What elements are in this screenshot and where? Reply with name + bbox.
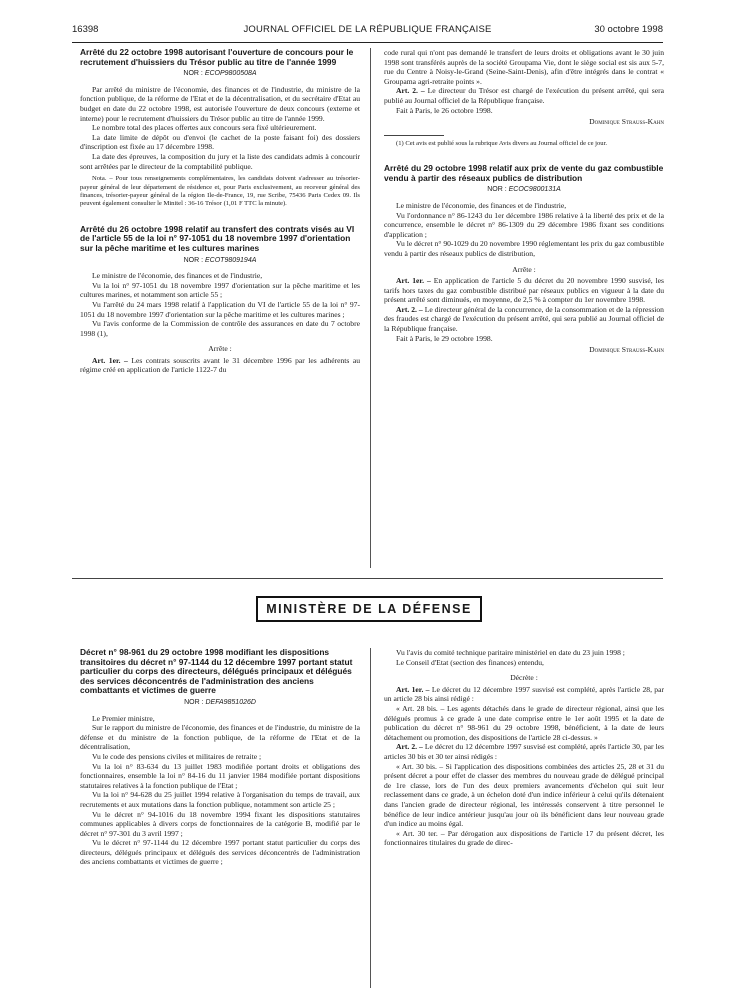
paragraph: Le nombre total des places offertes aux concours sera fixé ultérieurement. (92, 123, 317, 133)
article-title: Arrêté du 26 octobre 1998 relatif au transfert des contrats visés au VI de l'article 55 de la loi n° 97-1051 du 18 novembre 1997 d'orientation sur la pêche maritime et les cultures marines (80, 223, 355, 253)
quoted-article: « Art. 30 ter. – Par dérogation aux dispositions de l'article 17 du présent décret, les fonctionnaires titulaires du grade de direc- (384, 828, 664, 848)
paragraph: Par arrêté du ministre de l'économie, des finances et de l'industrie, du ministre de la fonction publique, de la réforme de l'Etat et de la décentralisation, et du secrétaire d'Etat au budget en date du 22 octobre 1998, est autorisée l'ouverture de deux concours (externe et interne) pour le recrutement d'huissiers du Trésor public au titre de l'année 1999. (80, 84, 360, 123)
nor-reference: NOR : ECOC9800131A (487, 186, 561, 194)
article-2: Art. 2. – Le décret du 12 décembre 1997 susvisé est complété, après l'article 30, par les articles 30 bis et 30 ter ainsi rédigés : (384, 742, 665, 761)
journal-title: JOURNAL OFFICIEL DE LA RÉPUBLIQUE FRANÇAISE (243, 24, 492, 35)
footnote: (1) Cet avis est publié sous la rubrique Avis divers au Journal officiel de ce jour. (396, 139, 608, 147)
footnote-rule (384, 135, 444, 136)
article-1: Art. 1er. – Le décret du 12 décembre 1997 susvisé est complété, après l'article 28, par un article 28 bis ainsi rédigé : (384, 684, 664, 704)
paragraph: Vu le décret n° 90-1029 du 20 novembre 1990 réglementant les prix du gaz combustible vendu à partir des réseaux publics de distribution, (384, 239, 664, 258)
paragraph: Sur le rapport du ministre de l'économie, des finances et de l'industrie, du ministre de la défense et du ministre de la fonction publique, de la réforme de l'Etat et de la décentralisation, (80, 723, 360, 752)
paragraph: Vu la loi n° 83-634 du 13 juillet 1983 modifiée portant droits et obligations des fonctionnaires, ensemble la loi n° 84-16 du 11 janvier 1984 modifiée portant dispositions statutaires relatives à la fonction publique de l'Etat ; (80, 761, 360, 790)
column-left-bottom (80, 648, 360, 867)
article-2: Art. 2. – Le directeur général de la concurrence, de la consommation et de la répression des fraudes est chargé de l'exécution du présent arrêté, qui sera publié au Journal officiel de la République française. (384, 304, 664, 334)
article-1: Art. 1er. – En application de l'article 5 du décret du 20 novembre 1990 susvisé, les tarifs hors taxes du gaz combustible distribué par réseaux publics en vigueur à la date du présent arrêté sont diminués, en moyenne, de 2,5 % à compter du 1er novembre 1998. (384, 276, 664, 305)
column-left-top (80, 48, 360, 375)
arrete-label: Arrête : (512, 264, 536, 274)
column-divider-top (370, 48, 371, 568)
paragraph: La date limite de dépôt ou d'envoi (le cachet de la poste faisant foi) des dossiers d'inscription est fixée au 17 décembre 1998. (80, 132, 360, 152)
signature-place-date: Fait à Paris, le 29 octobre 1998. (396, 333, 493, 343)
paragraph: Vu l'arrêté du 24 mars 1998 relatif à l'application du VI de l'article 55 de la loi n° 97-1051 du 18 novembre 1997 d'orientation sur la pêche maritime et les cultures marines ; (80, 299, 360, 319)
column-divider-bottom (370, 648, 371, 988)
quoted-article: « Art. 30 bis. – Si l'application des dispositions combinées des articles 25, 28 et 31 du présent décret a pour effet de classer des membres du nouveau grade de délégué principal de 1re classe, lors de l'un des deux premiers avancements d'échelon qui suit leur reclassement dans ce grade, à un échelon doté d'un indice inférieur à celui qu'ils détenaient dans l'ancien grade de directeur régional, les intéressés conservent à titre personnel le bénéfice de leur indice antérieur jusqu'au jour où ils bénéficient dans leur nouveau grade d'un indice au moins égal. (384, 761, 664, 829)
signature-place-date: Fait à Paris, le 26 octobre 1998. (396, 105, 493, 115)
ministry-heading: MINISTÈRE DE LA DÉFENSE (256, 596, 482, 622)
paragraph: Vu l'avis conforme de la Commission de contrôle des assurances en date du 7 octobre 1998 (1), (80, 319, 360, 338)
column-right-bottom (384, 648, 664, 848)
quoted-article: « Art. 28 bis. – Les agents détachés dans le grade de directeur régional, ainsi que les délégués promus à ce grade à une date comprise entre le 1er août 1995 et la date de publication du décret n° 98-961 du 29 octobre 1998, bénéficient, à la date de leurs détachement ou promotion, des dispositions de l'article 28 ci-dessus. » (384, 703, 664, 742)
paragraph: code rural qui n'ont pas demandé le transfert de leurs droits et obligations avant le 30 juin 1998 sont transférés auprès de la société Groupama Vie, dont le siège social est sis aux 5-7, rue du Centre à Noisy-le-Grand (Seine-Saint-Denis), afin d'être intégrés dans le contrat « Groupama agri-retraite points ». (384, 48, 664, 86)
paragraph: Vu la loi n° 94-628 du 25 juillet 1994 relative à l'organisation du temps de travail, aux recrutements et aux mutations dans la fonction publique, notamment son article 25 ; (80, 790, 360, 809)
issue-date: 30 octobre 1998 (594, 24, 663, 35)
paragraph: Vu le décret n° 94-1016 du 18 novembre 1994 fixant les dispositions statutaires communes applicables à divers corps de fonctionnaires de la catégorie B, modifié par le décret n° 97-301 du 3 avril 1997 ; (80, 809, 360, 838)
article-2: Art. 2. – Le directeur du Trésor est chargé de l'exécution du présent arrêté, qui sera publié au Journal officiel de la République française. (384, 86, 664, 105)
page-header (72, 24, 663, 40)
signature: Dominique Strauss-Kahn (589, 117, 664, 127)
paragraph: Vu le décret n° 97-1144 du 12 décembre 1997 portant statut particulier du corps des directeurs, délégués principaux et délégués des services déconcentrés de l'administration des anciens combattants et victimes de guerre ; (80, 838, 360, 867)
paragraph: Vu l'avis du comité technique paritaire ministériel en date du 23 juin 1998 ; (396, 648, 625, 657)
nor-reference: NOR : ECOT9809194A (183, 256, 257, 264)
page-number: 16398 (72, 24, 99, 35)
paragraph: Le Conseil d'Etat (section des finances) entendu, (396, 657, 544, 667)
nor-reference: NOR : DEFA9851026D (184, 698, 256, 706)
nor-reference: NOR : ECOP9800508A (183, 70, 257, 78)
paragraph: Vu la loi n° 97-1051 du 18 novembre 1997 d'orientation sur la pêche maritime et les cultures marines, et notamment son article 55 ; (80, 280, 360, 300)
paragraph: Le Premier ministre, (92, 713, 155, 723)
paragraph: Le ministre de l'économie, des finances et de l'industrie, (396, 200, 567, 210)
nota: Nota. – Pour tous renseignements complémentaires, les candidats doivent s'adresser au trésorier-payeur général de leur département de résidence et, pour Paris exclusivement, au receveur général des finances, trésorier-payeur général de la région Ile-de-France, 19, rue Scribe, 75436 Paris Cedex 09. Ils peuvent également consulter le Minitel : 36-16 Trésor (1,01 F TTC la minute). (80, 175, 360, 208)
paragraph: Vu l'ordonnance n° 86-1243 du 1er décembre 1986 relative à la liberté des prix et de la concurrence, ensemble le décret n° 86-1309 du 29 décembre 1986 fixant ses conditions d'application ; (384, 210, 664, 239)
section-rule (72, 578, 663, 579)
article-title: Arrêté du 29 octobre 1998 relatif aux prix de vente du gaz combustible vendu à partir des réseaux publics de distribution (384, 163, 664, 183)
paragraph: Le ministre de l'économie, des finances et de l'industrie, (92, 271, 263, 281)
article-title: Arrêté du 22 octobre 1998 autorisant l'ouverture de concours pour le recrutement d'huissiers du Trésor public au titre de l'année 1999 (80, 47, 354, 67)
header-rule (72, 42, 663, 43)
article-1: Art. 1er. – Les contrats souscrits avant le 31 décembre 1996 par les adhérents au régime créé en application de l'article 1122-7 du (80, 355, 360, 375)
arrete-label: Arrête : (208, 344, 232, 354)
decrete-label: Décrète : (510, 673, 538, 683)
paragraph: La date des épreuves, la composition du jury et la liste des candidats admis à concourir sont arrêtées par le directeur de la comptabilité publique. (80, 151, 360, 171)
paragraph: Vu le code des pensions civiles et militaires de retraite ; (92, 751, 262, 761)
decree-title: Décret n° 98-961 du 29 octobre 1998 modifiant les dispositions transitoires du décret n° 97-1144 du 12 décembre 1997 portant statut particulier du corps des directeurs, délégués principaux et délégués des services déconcentrés de l'administration des anciens combattants et victimes de guerre (80, 647, 353, 696)
signature: Dominique Strauss-Kahn (589, 345, 664, 355)
column-right-top (384, 48, 664, 359)
